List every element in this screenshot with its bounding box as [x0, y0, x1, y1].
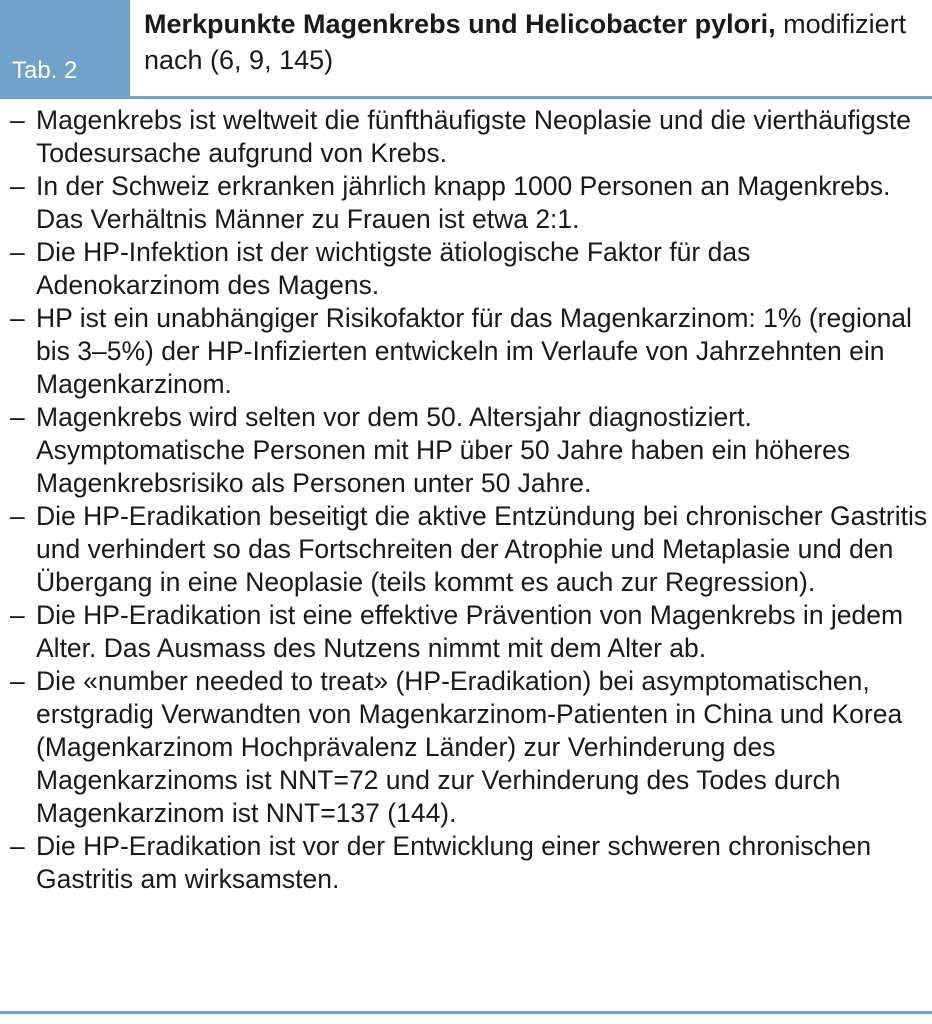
list-item	[10, 170, 928, 236]
dash-bullet: –	[10, 600, 25, 630]
list-item-text: Die HP-Infektion ist der wichtigste ätiologische Faktor für das Adenokarzinom des Magens.	[36, 237, 751, 300]
table-label: Tab. 2	[0, 0, 130, 96]
table-title-bold: Merkpunkte Magenkrebs und Helicobacter pylori,	[144, 9, 776, 39]
list-item-text: Die HP-Eradikation ist eine effektive Prävention von Magenkrebs in jedem Alter. Das Ausmass des Nutzens nimmt mit dem Alter ab.	[36, 600, 904, 663]
list-item	[10, 500, 928, 599]
list-item	[10, 401, 928, 500]
list-item-text: Die HP-Eradikation ist vor der Entwicklung einer schweren chronischen Gastritis am wirksamsten.	[36, 831, 872, 894]
table-title	[144, 6, 924, 78]
list-item-text: Die HP-Eradikation beseitigt die aktive Entzündung bei chronischer Gastritis und verhindert so das Fortschreiten der Atrophie und Metaplasie und den Übergang in eine Neoplasie (teils kommt es auch zur Regression).	[36, 501, 928, 597]
dash-bullet: –	[10, 303, 25, 333]
list-item	[10, 104, 928, 170]
dash-bullet: –	[10, 171, 25, 201]
table-title-rest: modifiziert nach (6, 9, 145)	[144, 9, 907, 75]
list-item-text: Magenkrebs wird selten vor dem 50. Altersjahr diagnostiziert. Asymptomatische Personen mit HP über 50 Jahre haben ein höheres Magenkrebsrisiko als Personen unter 50 Jahre.	[36, 402, 851, 498]
dash-bullet: –	[10, 237, 25, 267]
list-item-text: Die «number needed to treat» (HP-Eradikation) bei asymptomatischen, erstgradig Verwandten von Magenkarzinom-Patienten in China und Korea (Magenkarzinom Hochprävalenz Länder) zur Verhinderung des Magenkarzinoms ist NNT=72 und zur Verhinderung des Todes durch Magenkarzinom ist NNT=137 (144).	[36, 666, 903, 828]
dash-bullet: –	[10, 831, 25, 861]
list-item	[10, 830, 928, 896]
header-rule	[0, 96, 932, 99]
dash-bullet: –	[10, 666, 25, 696]
footer-rule	[0, 1011, 932, 1014]
list-item-text: HP ist ein unabhängiger Risikofaktor für das Magenkarzinom: 1% (regional bis 3–5%) der HP-Infizierten entwickeln im Verlaufe von Jahrzehnten ein Magenkarzinom.	[36, 303, 912, 399]
list-item-text: Magenkrebs ist weltweit die fünfthäufigste Neoplasie und die vierthäufigste Todesursache aufgrund von Krebs.	[36, 105, 912, 168]
bullet-list	[10, 104, 928, 896]
list-item	[10, 236, 928, 302]
dash-bullet: –	[10, 105, 25, 135]
dash-bullet: –	[10, 501, 25, 531]
dash-bullet: –	[10, 402, 25, 432]
list-item-text: In der Schweiz erkranken jährlich knapp 1000 Personen an Magenkrebs. Das Verhältnis Männer zu Frauen ist etwa 2:1.	[36, 171, 891, 234]
list-item	[10, 665, 928, 830]
list-item	[10, 302, 928, 401]
list-item	[10, 599, 928, 665]
